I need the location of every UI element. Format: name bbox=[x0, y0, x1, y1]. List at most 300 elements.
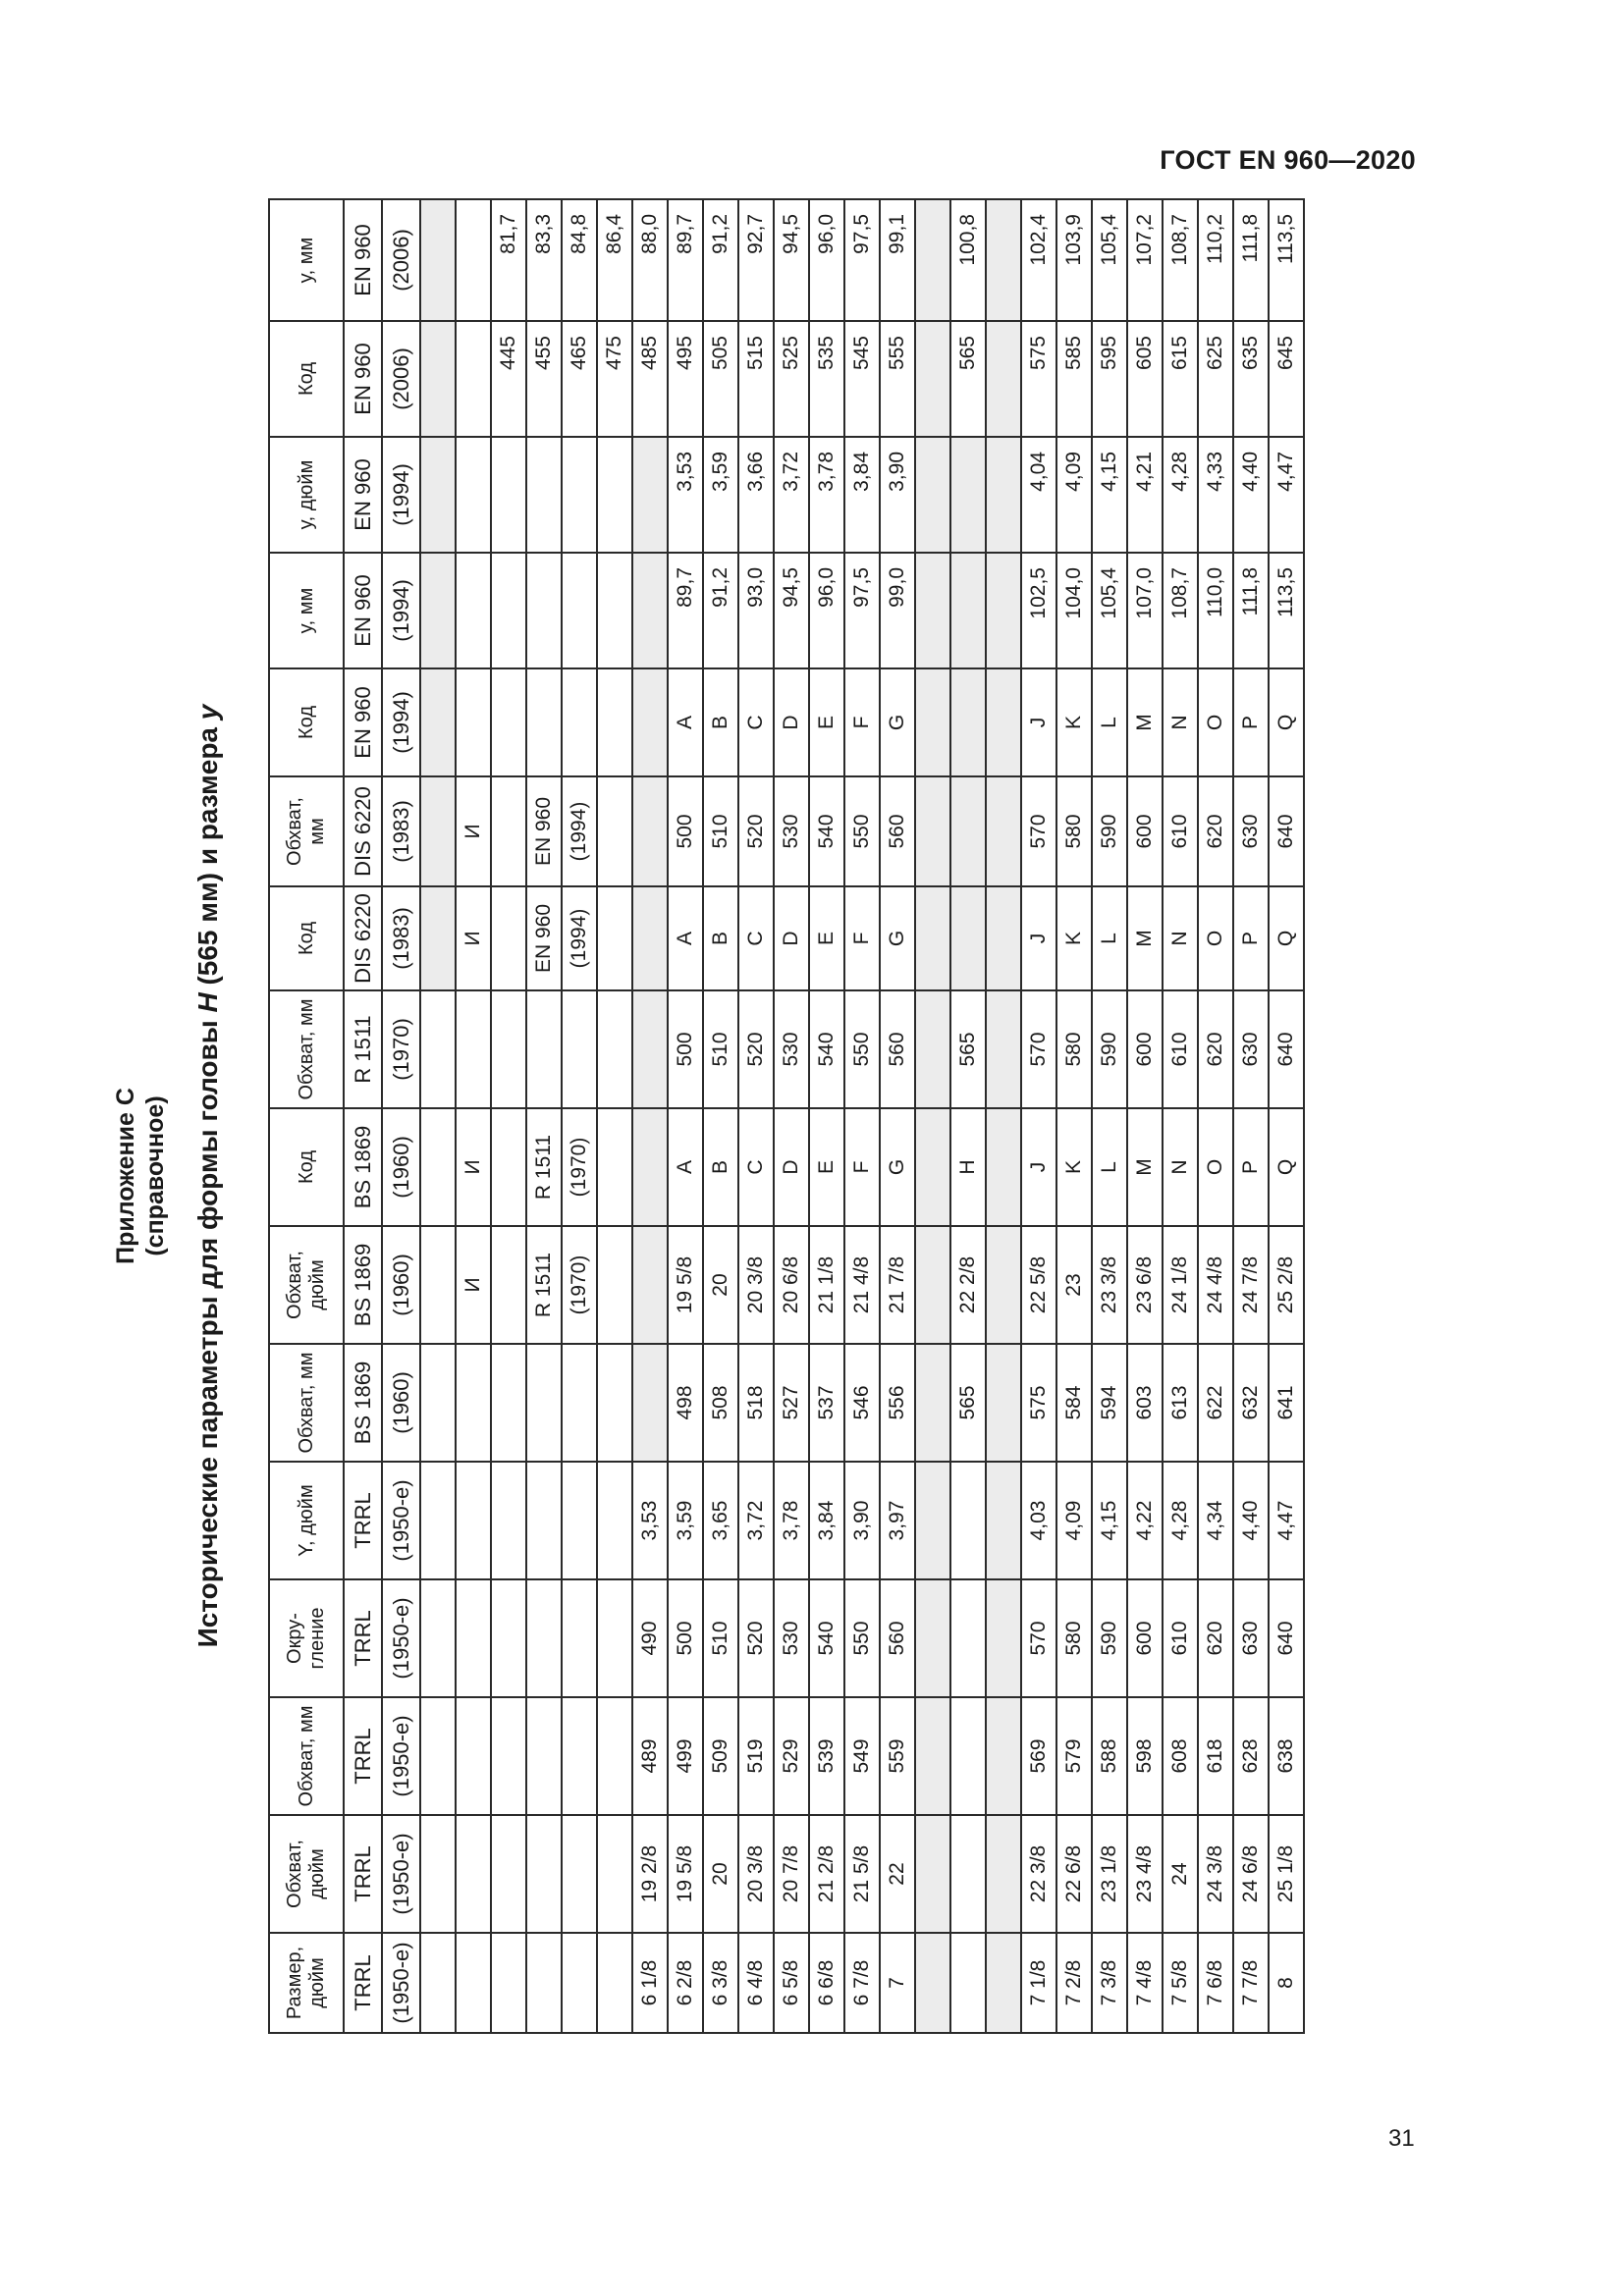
table-cell: 7 3/8 bbox=[1092, 1933, 1127, 2033]
table-cell: P bbox=[1233, 886, 1269, 990]
table-cell: Q bbox=[1269, 1108, 1304, 1226]
table-cell: 4,28 bbox=[1163, 437, 1198, 553]
table-cell bbox=[456, 1815, 491, 1933]
table-row bbox=[420, 199, 456, 2033]
table-cell bbox=[562, 1815, 597, 1933]
table-cell: R 1511 bbox=[526, 1226, 562, 1344]
table-cell: 89,7 bbox=[668, 199, 703, 321]
table-cell: 580 bbox=[1056, 1579, 1092, 1697]
table-cell bbox=[950, 1933, 986, 2033]
column-header: у, мм bbox=[269, 553, 344, 668]
column-header: Окру-гление bbox=[269, 1579, 344, 1697]
table-cell bbox=[597, 437, 632, 553]
table-cell bbox=[491, 668, 526, 776]
table-row bbox=[1163, 199, 1198, 2033]
table-cell: 104,0 bbox=[1056, 553, 1092, 668]
table-cell: (1994) bbox=[562, 776, 597, 886]
table-cell: 3,84 bbox=[809, 1462, 844, 1579]
table-cell: 6 7/8 bbox=[844, 1933, 880, 2033]
table-cell: DIS 6220 bbox=[344, 886, 382, 990]
table-row bbox=[344, 199, 382, 2033]
table-cell: 640 bbox=[1269, 990, 1304, 1108]
table-cell: 22 3/8 bbox=[1021, 1815, 1056, 1933]
table-cell bbox=[915, 553, 950, 668]
table-cell bbox=[632, 1226, 668, 1344]
table-cell: 20 bbox=[703, 1226, 738, 1344]
table-row bbox=[1269, 199, 1304, 2033]
table-cell: 3,53 bbox=[632, 1462, 668, 1579]
table-cell: 6 3/8 bbox=[703, 1933, 738, 2033]
table-cell: 20 3/8 bbox=[738, 1226, 774, 1344]
table-cell: 537 bbox=[809, 1344, 844, 1462]
table-cell: (2006) bbox=[382, 199, 420, 321]
column-header: Обхват, мм bbox=[269, 776, 344, 886]
table-cell: 3,90 bbox=[844, 1462, 880, 1579]
table-cell: 111,8 bbox=[1233, 553, 1269, 668]
table-cell: 556 bbox=[880, 1344, 915, 1462]
table-cell: 632 bbox=[1233, 1344, 1269, 1462]
table-cell: 570 bbox=[1021, 990, 1056, 1108]
table-cell: 549 bbox=[844, 1697, 880, 1815]
table-cell: 555 bbox=[880, 321, 915, 437]
table-cell: 21 1/8 bbox=[809, 1226, 844, 1344]
table-cell: 559 bbox=[880, 1697, 915, 1815]
table-cell bbox=[915, 321, 950, 437]
table-cell: B bbox=[703, 886, 738, 990]
table-cell bbox=[526, 1933, 562, 2033]
table-cell: 640 bbox=[1269, 1579, 1304, 1697]
table-cell: Q bbox=[1269, 668, 1304, 776]
table-cell bbox=[632, 437, 668, 553]
table-cell: 620 bbox=[1198, 1579, 1233, 1697]
table-cell bbox=[491, 1579, 526, 1697]
table-cell bbox=[915, 1933, 950, 2033]
table-cell: D bbox=[774, 668, 809, 776]
table-cell bbox=[950, 1462, 986, 1579]
table-cell: 24 3/8 bbox=[1198, 1815, 1233, 1933]
table-cell: K bbox=[1056, 1108, 1092, 1226]
table-cell bbox=[986, 1579, 1021, 1697]
table-cell bbox=[526, 990, 562, 1108]
table-cell: (1983) bbox=[382, 776, 420, 886]
table-cell: 540 bbox=[809, 1579, 844, 1697]
table-row bbox=[1056, 199, 1092, 2033]
table-cell bbox=[915, 1108, 950, 1226]
table-cell bbox=[915, 668, 950, 776]
table-cell: R 1511 bbox=[344, 990, 382, 1108]
table-cell bbox=[562, 1344, 597, 1462]
table-cell: TRRL bbox=[344, 1462, 382, 1579]
table-cell bbox=[420, 321, 456, 437]
table-cell: L bbox=[1092, 1108, 1127, 1226]
table-cell: 7 4/8 bbox=[1127, 1933, 1163, 2033]
table-cell bbox=[526, 1579, 562, 1697]
column-header: у, мм bbox=[269, 199, 344, 321]
table-cell: 588 bbox=[1092, 1697, 1127, 1815]
table-cell bbox=[420, 1579, 456, 1697]
table-cell: И bbox=[456, 1108, 491, 1226]
table-cell: 530 bbox=[774, 776, 809, 886]
table-cell bbox=[491, 1226, 526, 1344]
table-cell bbox=[915, 1226, 950, 1344]
table-cell: P bbox=[1233, 1108, 1269, 1226]
table-cell: 485 bbox=[632, 321, 668, 437]
table-cell bbox=[950, 437, 986, 553]
table-cell: 550 bbox=[844, 990, 880, 1108]
table-row bbox=[597, 199, 632, 2033]
column-header: у, дюйм bbox=[269, 437, 344, 553]
table-cell bbox=[632, 776, 668, 886]
table-cell: EN 960 bbox=[344, 321, 382, 437]
table-cell: 3,59 bbox=[703, 437, 738, 553]
table-cell bbox=[950, 776, 986, 886]
table-cell: 6 1/8 bbox=[632, 1933, 668, 2033]
table-cell: G bbox=[880, 886, 915, 990]
table-cell: O bbox=[1198, 1108, 1233, 1226]
title-part-2: (565 мм) и размера bbox=[192, 720, 223, 993]
table-cell bbox=[986, 1462, 1021, 1579]
title-h-symbol: H bbox=[192, 992, 223, 1013]
table-cell bbox=[420, 553, 456, 668]
table-cell: 565 bbox=[950, 990, 986, 1108]
table-cell: 7 2/8 bbox=[1056, 1933, 1092, 2033]
table-cell: 560 bbox=[880, 990, 915, 1108]
table-cell bbox=[986, 553, 1021, 668]
table-cell: E bbox=[809, 886, 844, 990]
table-cell bbox=[915, 199, 950, 321]
table-cell: 518 bbox=[738, 1344, 774, 1462]
table-cell: 610 bbox=[1163, 776, 1198, 886]
table-cell: 515 bbox=[738, 321, 774, 437]
table-cell bbox=[915, 990, 950, 1108]
table-cell: E bbox=[809, 1108, 844, 1226]
table-cell: 600 bbox=[1127, 990, 1163, 1108]
table-cell bbox=[950, 1697, 986, 1815]
table-cell: 89,7 bbox=[668, 553, 703, 668]
table-cell: 102,4 bbox=[1021, 199, 1056, 321]
table-cell: 7 1/8 bbox=[1021, 1933, 1056, 2033]
table-cell: (1970) bbox=[382, 990, 420, 1108]
table-cell: 4,40 bbox=[1233, 1462, 1269, 1579]
table-cell: (1960) bbox=[382, 1344, 420, 1462]
table-cell bbox=[986, 1226, 1021, 1344]
table-cell: J bbox=[1021, 668, 1056, 776]
table-cell: C bbox=[738, 668, 774, 776]
table-cell bbox=[915, 886, 950, 990]
table-cell: 113,5 bbox=[1269, 199, 1304, 321]
table-cell: 91,2 bbox=[703, 199, 738, 321]
table-row bbox=[491, 199, 526, 2033]
table-cell: N bbox=[1163, 668, 1198, 776]
table-cell: K bbox=[1056, 668, 1092, 776]
table-cell: 540 bbox=[809, 776, 844, 886]
table-cell: 24 1/8 bbox=[1163, 1226, 1198, 1344]
table-cell: 4,15 bbox=[1092, 1462, 1127, 1579]
table-cell: 545 bbox=[844, 321, 880, 437]
table-cell: 102,5 bbox=[1021, 553, 1056, 668]
table-cell: 510 bbox=[703, 990, 738, 1108]
table-cell: 560 bbox=[880, 1579, 915, 1697]
table-cell: 93,0 bbox=[738, 553, 774, 668]
table-cell bbox=[597, 1226, 632, 1344]
table-cell bbox=[526, 1462, 562, 1579]
table-cell: 490 bbox=[632, 1579, 668, 1697]
table-cell: 575 bbox=[1021, 1344, 1056, 1462]
table-cell bbox=[915, 1462, 950, 1579]
table-cell: 560 bbox=[880, 776, 915, 886]
table-row bbox=[809, 199, 844, 2033]
table-cell bbox=[420, 1344, 456, 1462]
table-title bbox=[192, 342, 224, 2010]
table-cell: 618 bbox=[1198, 1697, 1233, 1815]
table-cell bbox=[597, 776, 632, 886]
column-header: Обхват, мм bbox=[269, 990, 344, 1108]
table-cell: C bbox=[738, 886, 774, 990]
table-cell: (1970) bbox=[562, 1108, 597, 1226]
table-cell: 590 bbox=[1092, 1579, 1127, 1697]
table-cell: 615 bbox=[1163, 321, 1198, 437]
table-cell: TRRL bbox=[344, 1815, 382, 1933]
table-cell bbox=[420, 668, 456, 776]
table-cell: 19 5/8 bbox=[668, 1815, 703, 1933]
table-cell bbox=[491, 1815, 526, 1933]
table-cell bbox=[420, 990, 456, 1108]
table-cell: N bbox=[1163, 886, 1198, 990]
table-cell: 3,97 bbox=[880, 1462, 915, 1579]
table-cell bbox=[597, 1108, 632, 1226]
table-cell bbox=[456, 668, 491, 776]
table-cell: 455 bbox=[526, 321, 562, 437]
table-cell: L bbox=[1092, 668, 1127, 776]
table-cell: 500 bbox=[668, 776, 703, 886]
table-cell: 500 bbox=[668, 990, 703, 1108]
table-cell: 20 bbox=[703, 1815, 738, 1933]
table-cell: 4,22 bbox=[1127, 1462, 1163, 1579]
table-cell: 535 bbox=[809, 321, 844, 437]
table-cell: 4,04 bbox=[1021, 437, 1056, 553]
table-cell: 600 bbox=[1127, 776, 1163, 886]
table-cell: R 1511 bbox=[526, 1108, 562, 1226]
table-cell: 608 bbox=[1163, 1697, 1198, 1815]
table-cell: 620 bbox=[1198, 990, 1233, 1108]
table-cell: 24 bbox=[1163, 1815, 1198, 1933]
table-cell: И bbox=[456, 886, 491, 990]
table-cell bbox=[491, 1344, 526, 1462]
table-cell: 100,8 bbox=[950, 199, 986, 321]
table-row bbox=[562, 199, 597, 2033]
table-cell: B bbox=[703, 668, 738, 776]
table-cell bbox=[915, 1697, 950, 1815]
table-cell: 610 bbox=[1163, 1579, 1198, 1697]
table-cell: 641 bbox=[1269, 1344, 1304, 1462]
table-cell bbox=[526, 1815, 562, 1933]
table-cell: 3,66 bbox=[738, 437, 774, 553]
table-cell: 590 bbox=[1092, 990, 1127, 1108]
table-cell: 546 bbox=[844, 1344, 880, 1462]
table-cell bbox=[456, 990, 491, 1108]
table-cell: 91,2 bbox=[703, 553, 738, 668]
table-cell: 510 bbox=[703, 1579, 738, 1697]
table-cell bbox=[562, 1462, 597, 1579]
table-cell: O bbox=[1198, 886, 1233, 990]
table-cell: 3,90 bbox=[880, 437, 915, 553]
table-row bbox=[668, 199, 703, 2033]
table-cell bbox=[420, 1815, 456, 1933]
table-cell: 625 bbox=[1198, 321, 1233, 437]
page-number: 31 bbox=[1388, 2125, 1415, 2152]
table-cell: 580 bbox=[1056, 990, 1092, 1108]
table-cell: 613 bbox=[1163, 1344, 1198, 1462]
table-row bbox=[880, 199, 915, 2033]
table-cell: 475 bbox=[597, 321, 632, 437]
table-cell: 103,9 bbox=[1056, 199, 1092, 321]
table-row bbox=[1021, 199, 1056, 2033]
table-cell: 7 6/8 bbox=[1198, 1933, 1233, 2033]
table-cell: 99,0 bbox=[880, 553, 915, 668]
table-cell bbox=[420, 1462, 456, 1579]
table-row bbox=[915, 199, 950, 2033]
table-cell bbox=[562, 990, 597, 1108]
table-cell: 640 bbox=[1269, 776, 1304, 886]
table-cell: 3,72 bbox=[774, 437, 809, 553]
table-cell: 23 1/8 bbox=[1092, 1815, 1127, 1933]
table-cell: 24 4/8 bbox=[1198, 1226, 1233, 1344]
table-cell: M bbox=[1127, 886, 1163, 990]
column-header: Обхват, мм bbox=[269, 1697, 344, 1815]
table-cell bbox=[950, 1815, 986, 1933]
column-header: Размер, дюйм bbox=[269, 1933, 344, 2033]
table-row bbox=[703, 199, 738, 2033]
table-cell bbox=[986, 990, 1021, 1108]
table-cell: 510 bbox=[703, 776, 738, 886]
table-cell: 107,0 bbox=[1127, 553, 1163, 668]
table-cell: EN 960 bbox=[526, 776, 562, 886]
table-cell: 25 2/8 bbox=[1269, 1226, 1304, 1344]
table-cell: 3,72 bbox=[738, 1462, 774, 1579]
table-cell: (1950-е) bbox=[382, 1462, 420, 1579]
table-cell bbox=[597, 1344, 632, 1462]
table-cell: 520 bbox=[738, 1579, 774, 1697]
table-cell: 3,78 bbox=[774, 1462, 809, 1579]
table-cell: (1950-е) bbox=[382, 1933, 420, 2033]
table-cell bbox=[491, 1462, 526, 1579]
table-cell: N bbox=[1163, 1108, 1198, 1226]
table-cell: 94,5 bbox=[774, 553, 809, 668]
table-cell: 630 bbox=[1233, 990, 1269, 1108]
table-cell: 3,59 bbox=[668, 1462, 703, 1579]
table-cell bbox=[986, 1697, 1021, 1815]
table-cell bbox=[986, 321, 1021, 437]
table-cell bbox=[491, 1697, 526, 1815]
appendix-note: (справочное) bbox=[141, 1095, 169, 1256]
table-cell: 540 bbox=[809, 990, 844, 1108]
table-cell bbox=[456, 321, 491, 437]
table-cell: 6 2/8 bbox=[668, 1933, 703, 2033]
table-cell: 622 bbox=[1198, 1344, 1233, 1462]
table-cell bbox=[597, 668, 632, 776]
table-cell: 4,47 bbox=[1269, 1462, 1304, 1579]
table-cell bbox=[915, 437, 950, 553]
table-cell: 495 bbox=[668, 321, 703, 437]
table-cell: F bbox=[844, 668, 880, 776]
table-cell: 24 7/8 bbox=[1233, 1226, 1269, 1344]
table-cell: 8 bbox=[1269, 1933, 1304, 2033]
table-cell: 23 3/8 bbox=[1092, 1226, 1127, 1344]
table-cell bbox=[915, 1815, 950, 1933]
table-cell: C bbox=[738, 1108, 774, 1226]
table-cell bbox=[632, 990, 668, 1108]
table-cell bbox=[456, 1933, 491, 2033]
table-cell bbox=[526, 1697, 562, 1815]
table-cell: 3,53 bbox=[668, 437, 703, 553]
table-cell: B bbox=[703, 1108, 738, 1226]
table-cell: 527 bbox=[774, 1344, 809, 1462]
table-row bbox=[1198, 199, 1233, 2033]
table-cell bbox=[915, 1579, 950, 1697]
table-cell: (2006) bbox=[382, 321, 420, 437]
table-cell bbox=[632, 886, 668, 990]
table-cell: 24 6/8 bbox=[1233, 1815, 1269, 1933]
table-cell: G bbox=[880, 668, 915, 776]
table-cell: 630 bbox=[1233, 1579, 1269, 1697]
table-cell: 97,5 bbox=[844, 199, 880, 321]
table-cell: (1983) bbox=[382, 886, 420, 990]
table-cell: 20 7/8 bbox=[774, 1815, 809, 1933]
table-cell: 509 bbox=[703, 1697, 738, 1815]
table-cell bbox=[491, 990, 526, 1108]
table-cell bbox=[526, 437, 562, 553]
table-cell bbox=[456, 1579, 491, 1697]
table-row bbox=[738, 199, 774, 2033]
table-cell bbox=[986, 437, 1021, 553]
table-cell bbox=[420, 1933, 456, 2033]
table-cell: 6 6/8 bbox=[809, 1933, 844, 2033]
table-cell: 107,2 bbox=[1127, 199, 1163, 321]
table-cell: 529 bbox=[774, 1697, 809, 1815]
table-row bbox=[382, 199, 420, 2033]
table-cell: 3,84 bbox=[844, 437, 880, 553]
table-cell bbox=[986, 668, 1021, 776]
table-cell: 4,47 bbox=[1269, 437, 1304, 553]
table-cell: 465 bbox=[562, 321, 597, 437]
table-cell: И bbox=[456, 1226, 491, 1344]
table-cell: 610 bbox=[1163, 990, 1198, 1108]
table-cell: P bbox=[1233, 668, 1269, 776]
table-cell bbox=[950, 553, 986, 668]
table-cell: 21 2/8 bbox=[809, 1815, 844, 1933]
table-cell: 94,5 bbox=[774, 199, 809, 321]
table-cell bbox=[491, 776, 526, 886]
table-cell bbox=[986, 199, 1021, 321]
table-cell bbox=[420, 199, 456, 321]
table-cell: 565 bbox=[950, 321, 986, 437]
table-cell bbox=[950, 668, 986, 776]
table-cell: 585 bbox=[1056, 321, 1092, 437]
table-cell: G bbox=[880, 1108, 915, 1226]
column-header: Код bbox=[269, 886, 344, 990]
table-cell: 605 bbox=[1127, 321, 1163, 437]
table-cell: 20 6/8 bbox=[774, 1226, 809, 1344]
table-cell bbox=[420, 886, 456, 990]
table-cell bbox=[491, 886, 526, 990]
table-cell: 96,0 bbox=[809, 553, 844, 668]
table-cell: 530 bbox=[774, 990, 809, 1108]
table-cell: 620 bbox=[1198, 776, 1233, 886]
table-cell bbox=[456, 1697, 491, 1815]
table-cell: 584 bbox=[1056, 1344, 1092, 1462]
column-header: Код bbox=[269, 321, 344, 437]
table-cell bbox=[632, 1344, 668, 1462]
